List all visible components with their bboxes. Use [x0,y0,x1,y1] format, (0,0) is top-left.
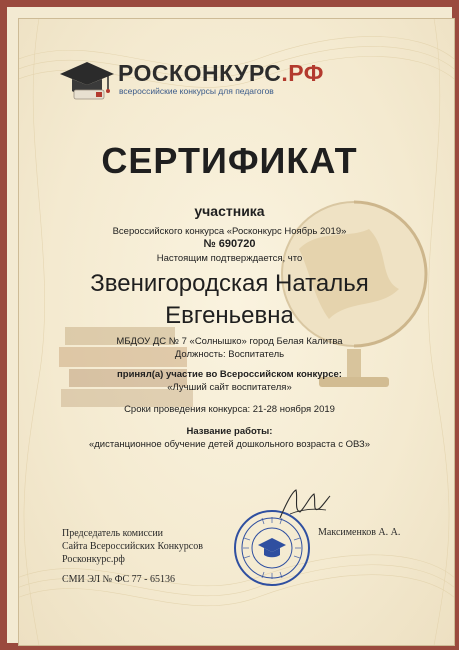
contest-name: «Лучший сайт воспитателя» [167,382,292,393]
participation-text: принял(а) участие во Всероссийском конкурсе: [117,369,342,380]
certificate-title: СЕРТИФИКАТ [101,140,358,181]
work-title-label: Название работы: [186,426,273,437]
certificate-number: № 690720 [203,238,256,250]
chair-line3: Росконкурс.рф [62,554,125,565]
position: Должность: Воспитатель [174,349,285,360]
contest-line: Всероссийского конкурса «Росконкурс Ноябрь 2019» [112,226,347,237]
certificate-role: участника [194,203,265,219]
logo-subtitle: всероссийские конкурсы для педагогов [119,86,274,96]
work-title: «дистанционное обучение детей дошкольного возраста с ОВЗ» [88,439,371,450]
chair-line2: Сайта Всероссийских Конкурсов [62,541,203,552]
logo [58,58,338,106]
books-illustration [59,319,199,409]
logo-title-domain: .РФ [281,60,324,86]
organization: МБДОУ ДС № 7 «Солнышко» город Белая Калитва [116,336,343,347]
signer-name: Максименков А. А. [318,527,401,538]
signature [276,484,332,526]
graduation-cap-icon [58,58,116,104]
logo-title [118,60,324,87]
registration-number: СМИ ЭЛ № ФС 77 - 65136 [62,574,175,585]
contest-dates: Сроки проведения конкурса: 21-28 ноября 2019 [124,404,335,415]
chair-line1: Председатель комиссии [62,528,164,539]
recipient-name-line2: Евгеньевна [165,302,294,329]
chair-title [62,527,203,566]
recipient-name-line1: Звенигородская Наталья [90,270,369,297]
logo-title-main: РОСКОНКУРС [118,60,282,86]
confirm-text: Настоящим подтверждается, что [156,253,303,264]
